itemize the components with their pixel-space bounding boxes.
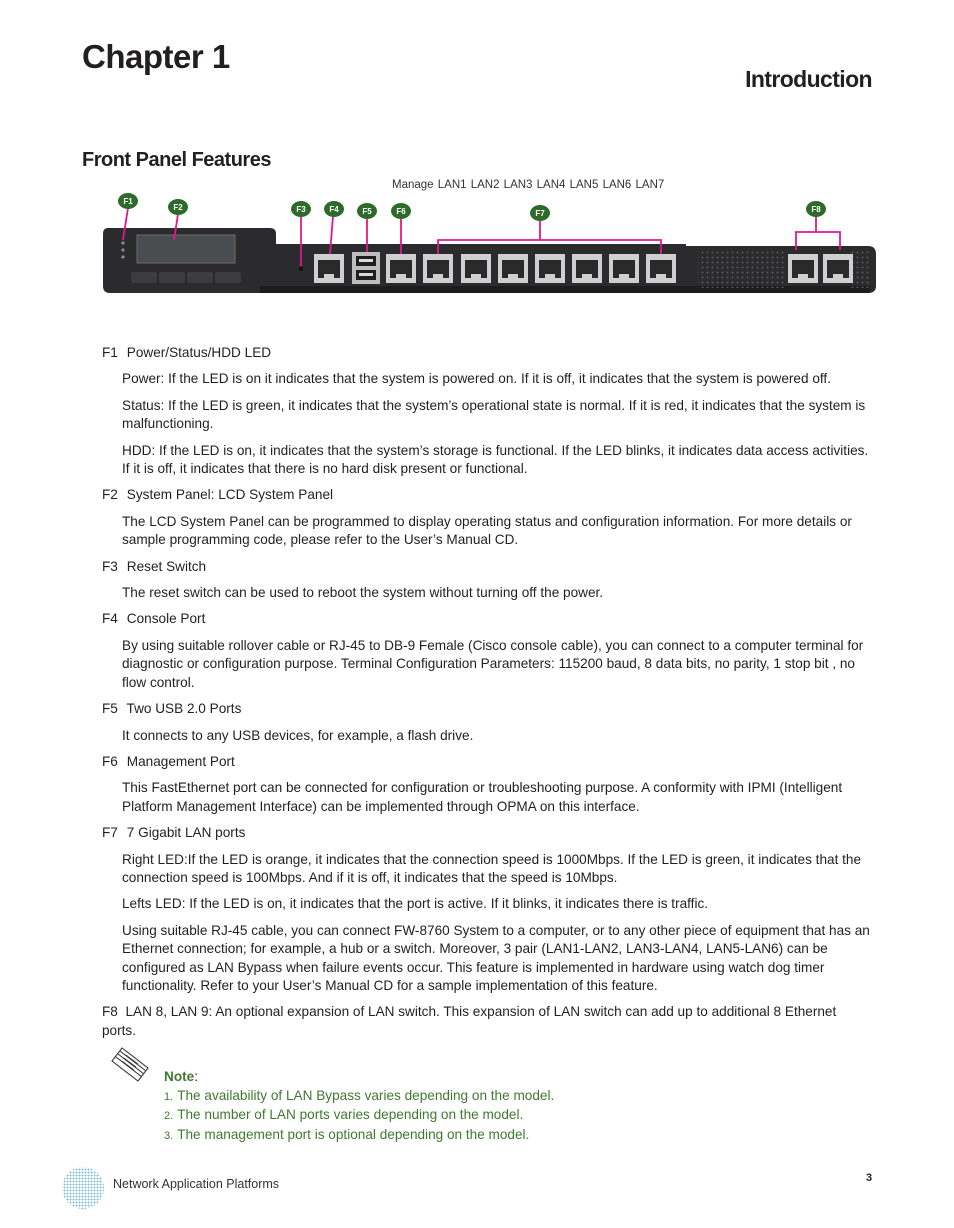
note-item-text: The management port is optional depending on the model. xyxy=(177,1126,530,1142)
rj45-port-icon xyxy=(646,254,676,283)
feature-paragraph: By using suitable rollover cable or RJ-45 to DB-9 Female (Cisco console cable), you can connect to a computer terminal for diagnostic or configuration purpose. Terminal Configuration Parameters: 115200 baud, 8 data bits, no parity, 1 stop bit , no flow control. xyxy=(122,637,864,690)
reset-switch-icon xyxy=(299,267,303,271)
feature-heading xyxy=(102,824,874,842)
rj45-port-icon xyxy=(423,254,453,283)
feature-paragraph: It connects to any USB devices, for example, a flash drive. xyxy=(122,727,474,743)
port-caption: Manage LAN1 LAN2 LAN3 LAN4 LAN5 LAN6 LAN7 xyxy=(392,179,665,191)
feature-code: F3 xyxy=(102,558,118,574)
tag-label: F5 xyxy=(362,207,372,216)
front-panel-diagram xyxy=(100,190,878,302)
feature-title: Management Port xyxy=(126,753,235,769)
footer-label: Network Application Platforms xyxy=(113,1177,280,1191)
feature-code: F4 xyxy=(102,611,118,627)
feature-paragraph: Lefts LED: If the LED is on, it indicates that the port is active. If it blinks, it indicates there is traffic. xyxy=(122,896,709,912)
tag-f4 xyxy=(324,201,344,217)
tag-f2 xyxy=(168,199,188,215)
keypad-button xyxy=(187,272,213,283)
status-led-icon xyxy=(121,248,124,251)
keypad-button xyxy=(215,272,241,283)
tag-f7 xyxy=(530,205,550,221)
feature-title: Reset Switch xyxy=(126,558,207,574)
feature-paragraph: The LCD System Panel can be programmed to display operating status and configuration information. For more details or sample programming code, please refer to the User’s Manual CD. xyxy=(122,513,852,548)
globe-logo-icon xyxy=(60,1165,106,1211)
feature-paragraph: Right LED:If the LED is orange, it indicates that the connection speed is 1000Mbps. If the LED is green, it indicates that the connection speed is 100Mbps. And if it is off, it indicates that the speed is 10Mbps. xyxy=(122,851,862,885)
section-heading: Front Panel Features xyxy=(82,149,271,171)
note-colon: : xyxy=(194,1069,198,1084)
feature-paragraph: This FastEthernet port can be connected for configuration or troubleshooting purpose. A conformity with IPMI (Intelligent Platform Management Interface) can be implemented through OPMA on this interface. xyxy=(122,780,843,814)
note-item-number: 1. xyxy=(164,1090,174,1103)
notepad-icon xyxy=(108,1044,152,1084)
rj45-port-icon xyxy=(461,254,491,283)
note-heading xyxy=(164,1068,554,1087)
hdd-led-icon xyxy=(121,255,124,258)
power-led-icon xyxy=(121,241,124,244)
page-title: Introduction xyxy=(745,66,872,92)
note-item xyxy=(164,1087,554,1107)
lcd-screen xyxy=(137,235,235,263)
feature-title: Console Port xyxy=(126,611,206,627)
tag-f3 xyxy=(291,201,311,217)
feature-code: F8 xyxy=(102,1004,118,1020)
feature-title: Power/Status/HDD LED xyxy=(126,345,272,360)
page-number: 3 xyxy=(866,1172,873,1184)
rj45-port-icon xyxy=(609,254,639,283)
note-item xyxy=(164,1106,554,1126)
tag-f1 xyxy=(118,193,138,209)
feature-title: System Panel: LCD System Panel xyxy=(126,487,334,503)
feature-code: F6 xyxy=(102,753,118,769)
tag-label: F8 xyxy=(811,205,821,214)
tag-label: F3 xyxy=(296,205,306,214)
keypad-button xyxy=(131,272,157,283)
feature-code: F2 xyxy=(102,487,118,503)
feature-heading xyxy=(102,700,874,718)
feature-paragraph: The reset switch can be used to reboot the system without turning off the power. xyxy=(122,585,604,601)
keypad-button xyxy=(159,272,185,283)
feature-title: Two USB 2.0 Ports xyxy=(126,701,242,717)
tag-f6 xyxy=(391,203,411,219)
rj45-port-icon xyxy=(823,254,853,283)
feature-code: F7 xyxy=(102,825,118,841)
note-title: Note xyxy=(164,1069,195,1084)
tag-label: F7 xyxy=(535,209,545,218)
tag-label: F4 xyxy=(329,205,339,214)
feature-code: F1 xyxy=(102,345,118,360)
feature-paragraph: Status: If the LED is green, it indicates that the system’s operational state is normal. If it is red, it indicates that the system is malfunctioning. xyxy=(122,397,866,432)
note-block xyxy=(164,1068,554,1145)
feature-paragraph: Using suitable RJ-45 cable, you can connect FW-8760 System to a computer, or to any other piece of equipment that has an Ethernet connection; for example, a hub or a switch. Moreover, 3 pair (LAN1-LAN2, LAN3-LAN4, LAN5-LAN6) can be configured as LAN Bypass when failure events occur. This feature is implemented in hardware using watch dog timer functionality. Refer to your User’s Manual CD for a sample implementation of this feature. xyxy=(122,922,870,993)
rj45-port-icon xyxy=(498,254,528,283)
note-list xyxy=(164,1087,554,1146)
feature-heading xyxy=(102,610,874,628)
rj45-port-icon xyxy=(535,254,565,283)
console-port-icon xyxy=(314,254,344,283)
rj45-port-icon xyxy=(386,254,416,283)
feature-heading xyxy=(102,558,874,576)
feature-paragraph: Power: If the LED is on it indicates that the system is powered on. If it is off, it indicates that the system is powered off. xyxy=(122,371,831,387)
vent-grille xyxy=(698,250,784,288)
feature-heading xyxy=(102,344,874,362)
tag-label: F1 xyxy=(123,197,133,206)
tag-label: F6 xyxy=(396,207,406,216)
chapter-heading: Chapter 1 xyxy=(82,38,230,75)
note-item xyxy=(164,1126,554,1146)
feature-title: 7 Gigabit LAN ports xyxy=(126,825,246,841)
feature-descriptions xyxy=(102,344,874,1040)
feature-heading xyxy=(102,753,874,771)
note-item-number: 3. xyxy=(164,1129,174,1142)
rj45-port-icon xyxy=(788,254,818,283)
feature-code: F5 xyxy=(102,701,118,717)
feature-paragraph: HDD: If the LED is on, it indicates that the system’s storage is functional. If the LED blinks, it indicates data access activities. If it is off, it indicates that there is no hard disk present or functional. xyxy=(122,442,869,477)
rj45-port-icon xyxy=(572,254,602,283)
tag-f8 xyxy=(806,201,826,217)
note-item-text: The availability of LAN Bypass varies depending on the model. xyxy=(177,1087,555,1103)
feature-heading xyxy=(102,486,874,504)
feature-f8-text: LAN 8, LAN 9: An optional expansion of LAN switch. This expansion of LAN switch can add up to additional 8 Ethernet ports. xyxy=(102,1004,837,1038)
tag-f5 xyxy=(357,203,377,219)
note-item-text: The number of LAN ports varies depending on the model. xyxy=(177,1107,524,1123)
usb-ports-icon xyxy=(352,252,380,284)
feature-f8 xyxy=(102,1003,874,1040)
tag-label: F2 xyxy=(173,203,183,212)
note-item-number: 2. xyxy=(164,1110,174,1123)
